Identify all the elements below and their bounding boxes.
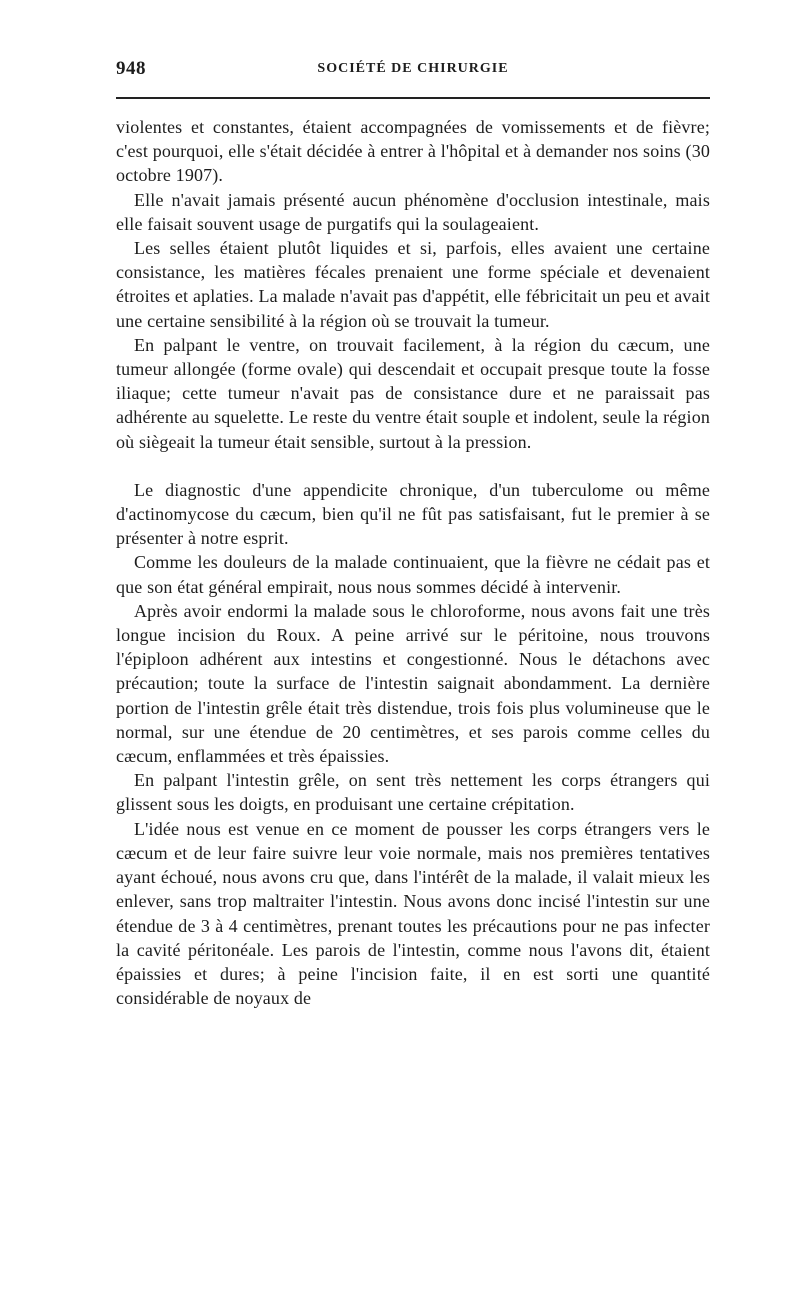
paragraph: Après avoir endormi la malade sous le chloroforme, nous avons fait une très longue incision du Roux. A peine arrivé sur le péritoine, nous trouvons l'épiploon adhérent aux intestins et congestionné. Nous le détachons avec précaution; toute la surface de l'intestin saignait abondamment. La dernière portion de l'intestin grêle était très distendue, trois fois plus volumineuse que le normal, sur une étendue de 20 centimètres, et ses parois comme celles du cæcum, enflammées et très épaissies. [116, 600, 710, 767]
body-text [116, 115, 710, 1010]
paragraph: Le diagnostic d'une appendicite chronique, d'un tuberculome ou même d'actinomycose du cæcum, bien qu'il ne fût pas satisfaisant, fut le premier à se présenter à notre esprit. [116, 479, 710, 549]
paragraph: Elle n'avait jamais présenté aucun phénomène d'occlusion intestinale, mais elle faisait souvent usage de purgatifs qui la soulageaient. [116, 189, 710, 234]
page-header [116, 58, 710, 88]
paragraph: Les selles étaient plutôt liquides et si, parfois, elles avaient une certaine consistance, les matières fécales prenaient une forme spéciale et devenaient étroites et aplaties. La malade n'avait pas d'appétit, elle fébricitait un peu et avait une certaine sensibilité à la région où se trouvait la tumeur. [116, 238, 710, 331]
paragraph: L'idée nous est venue en ce moment de pousser les corps étrangers vers le cæcum et de leur faire suivre leur voie normale, mais nos premières tentatives ayant échoué, nous avons cru que, dans l'intérêt de la malade, il valait mieux les enlever, sans trop maltraiter l'intestin. Nous avons donc incisé l'intestin sur une étendue de 3 à 4 centimètres, prenant toutes les précautions pour ne pas infecter la cavité péritonéale. Les parois de l'intestin, comme nous l'avons dit, étaient épaissies et dures; à peine l'incision faite, il en est sorti une quantité considérable de noyaux de [116, 818, 710, 1009]
paragraph: En palpant le ventre, on trouvait facilement, à la région du cæcum, une tumeur allongée (forme ovale) qui descendait et occupait presque toute la fosse iliaque; cette tumeur n'avait pas de consistance dure et ne paraissait pas adhérente au squelette. Le reste du ventre était souple et indolent, seule la région où siègeait la tumeur était sensible, surtout à la pression. [116, 334, 710, 452]
paragraph: Comme les douleurs de la malade continuaient, que la fièvre ne cédait pas et que son état général empirait, nous nous sommes décidé à intervenir. [116, 552, 710, 597]
page-number: 948 [116, 58, 146, 79]
paragraph: violentes et constantes, étaient accompagnées de vomissements et de fièvre; c'est pourquoi, elle s'était décidée à entrer à l'hôpital et à demander nos soins (30 octobre 1907). [116, 117, 710, 186]
paragraph: En palpant l'intestin grêle, on sent très nettement les corps étrangers qui glissent sous les doigts, en produisant une certaine crépitation. [116, 770, 710, 815]
header-rule [116, 97, 710, 99]
running-title: SOCIÉTÉ DE CHIRURGIE [317, 61, 509, 76]
